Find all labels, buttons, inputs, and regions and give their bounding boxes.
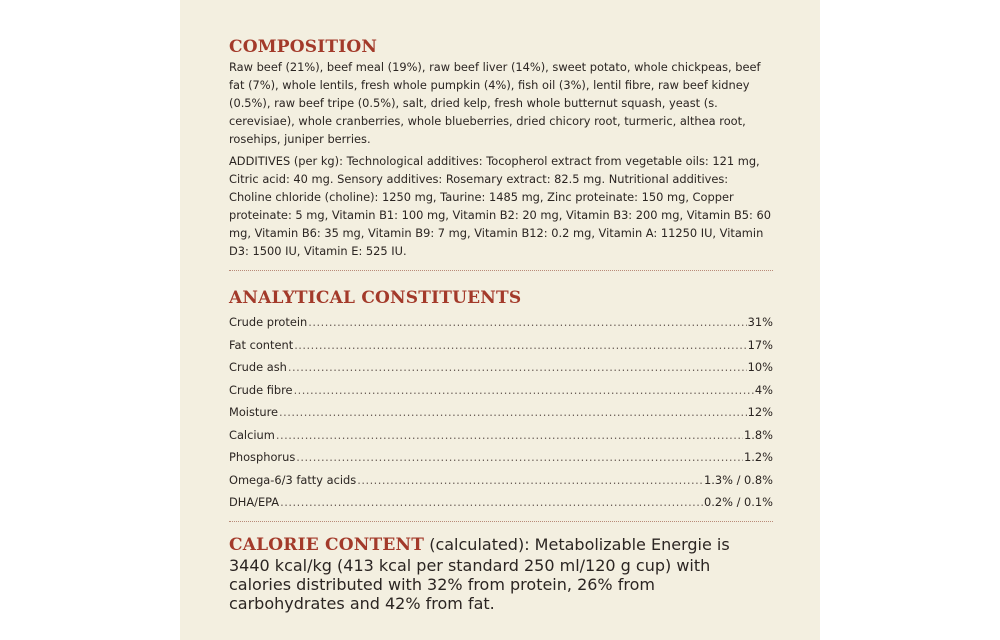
section-divider	[229, 270, 773, 271]
row-label: Fat content	[229, 337, 294, 352]
dot-leader	[279, 401, 747, 424]
section-divider	[229, 521, 773, 522]
analytical-table	[229, 311, 773, 514]
composition-ingredients: Raw beef (21%), beef meal (19%), raw beef liver (14%), sweet potato, whole chickpeas, beef fat (7%), whole lentils, fresh whole pumpkin (4%), fish oil (3%), lentil fibre, raw beef kidney (0.5%), raw beef tripe (0.5%), salt, dried kelp, fresh whole butternut squash, yeast (s. cerevisiae), whole cranberries, whole blueberries, dried chicory root, turmeric, althea root, rosehips, juniper berries.	[229, 60, 761, 146]
row-label: Crude fibre	[229, 382, 293, 397]
row-value: 10%	[747, 360, 773, 374]
row-label: Calcium	[229, 427, 275, 442]
composition-heading: COMPOSITION	[229, 37, 378, 57]
table-row	[229, 401, 773, 424]
table-row	[229, 491, 773, 514]
table-row	[229, 469, 773, 492]
table-row	[229, 311, 773, 334]
table-row	[229, 334, 773, 357]
row-label: Crude ash	[229, 360, 287, 374]
dot-leader	[276, 424, 743, 447]
dot-leader	[296, 446, 743, 469]
analytical-section	[229, 287, 773, 514]
row-label: Crude protein	[229, 315, 308, 329]
row-value: 4%	[754, 382, 773, 397]
table-row	[229, 356, 773, 379]
composition-additives: ADDITIVES (per kg): Technological additives: Tocopherol extract from vegetable oils: 121 mg, Citric acid: 40 mg. Sensory additives: Rosemary extract: 82.5 mg. Nutritional additives: Choline chloride (choline): 1250 mg, Taurine: 1485 mg, Zinc proteinate: 150 mg, Copper proteinate: 5 mg, Vitamin B1: 100 mg, Vitamin B2: 20 mg, Vitamin B3: 200 mg, Vitamin B5: 60 mg, Vitamin B6: 35 mg, Vitamin B9: 7 mg, Vitamin B12: 0.2 mg, Vitamin A: 11250 IU, Vitamin D3: 1500 IU, Vitamin E: 525 IU.	[229, 154, 771, 258]
calorie-heading: CALORIE CONTENT	[229, 534, 425, 555]
row-value: 1.8%	[744, 427, 773, 442]
dot-leader	[294, 379, 754, 402]
row-label: Omega-6/3 fatty acids	[229, 472, 357, 487]
table-row	[229, 446, 773, 469]
dot-leader	[288, 356, 747, 379]
row-label: Moisture	[229, 405, 279, 419]
label-content	[229, 36, 773, 613]
row-label: Phosphorus	[229, 450, 296, 464]
dot-leader	[294, 334, 746, 357]
dot-leader	[280, 491, 703, 514]
row-value: 0.2% / 0.1%	[704, 495, 773, 509]
calorie-text: (calculated): Metabolizable Energie is 3440 kcal/kg (413 kcal per standard 250 ml/120 g cup) with calories distributed with 32% from protein, 26% from carbohydrates and 42% from fat.	[229, 534, 730, 613]
table-row	[229, 379, 773, 402]
analytical-heading: ANALYTICAL CONSTITUENTS	[229, 288, 522, 308]
row-value: 17%	[747, 337, 773, 352]
table-row	[229, 424, 773, 447]
calorie-section	[229, 534, 773, 613]
row-label: DHA/EPA	[229, 495, 280, 509]
dot-leader	[357, 469, 703, 492]
label-panel	[180, 0, 820, 640]
dot-leader	[308, 311, 746, 334]
composition-section	[229, 36, 773, 260]
row-value: 1.3% / 0.8%	[704, 472, 773, 487]
row-value: 1.2%	[744, 450, 773, 464]
row-value: 12%	[747, 405, 773, 419]
row-value: 31%	[747, 315, 773, 329]
